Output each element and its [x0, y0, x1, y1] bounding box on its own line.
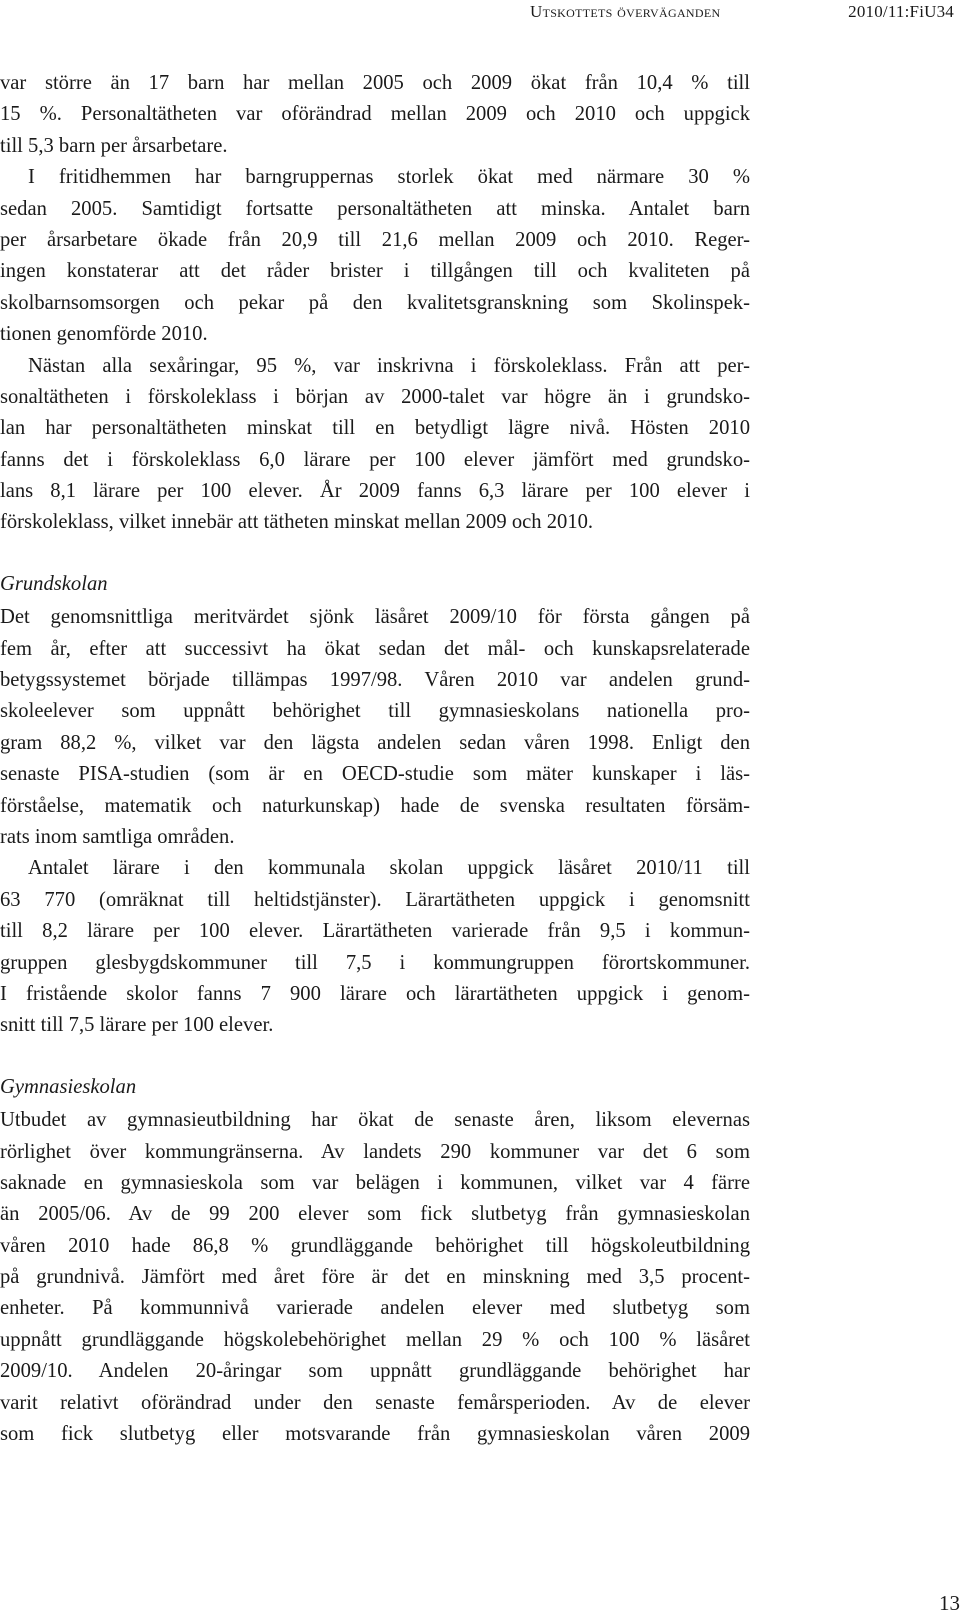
text-line: än 2005/06. Av de 99 200 elever som fick slutbetyg från gymnasieskolan	[0, 1203, 750, 1226]
text-line: saknade en gymnasieskola som var belägen i kommunen, vilket var 4 färre	[0, 1171, 750, 1194]
text-line: till 8,2 lärare per 100 elever. Lärartätheten varierade från 9,5 i kommun-	[0, 920, 750, 943]
text-line: som fick slutbetyg eller motsvarande från gymnasieskolan våren 2009	[0, 1423, 750, 1446]
text-line: ingen konstaterar att det råder brister i tillgången till och kvaliteten på	[0, 260, 750, 283]
text-line: 63 770 (omräknat till heltidstjänster). Lärartätheten uppgick i genomsnitt	[0, 888, 750, 911]
text-line: senaste PISA-studien (som är en OECD-studie som mäter kunskaper i läs-	[0, 763, 750, 786]
paragraph-2	[0, 162, 750, 350]
text-line: sedan 2005. Samtidigt fortsatte personaltätheten att minska. Antalet barn	[0, 197, 750, 220]
text-line: var större än 17 barn har mellan 2005 och 2009 ökat från 10,4 % till	[0, 72, 750, 94]
text-line: betygssystemet började tillämpas 1997/98. Våren 2010 var andelen grund-	[0, 669, 750, 692]
text-line: skoleelever som uppnått behörighet till gymnasieskolans nationella pro-	[0, 700, 750, 723]
text-line: gram 88,2 %, vilket var den lägsta andelen sedan våren 1998. Enligt den	[0, 731, 750, 754]
text-line: skolbarnsomsorgen och pekar på den kvalitetsgranskning som Skolinspek-	[0, 291, 750, 314]
text-line: lans 8,1 lärare per 100 elever. År 2009 fanns 6,3 lärare per 100 elever i	[0, 480, 750, 503]
paragraph-4	[0, 602, 750, 853]
page-body	[0, 68, 750, 1450]
document-id: 2010/11:FiU34	[848, 2, 954, 21]
text-line: enheter. På kommunnivå varierade andelen elever med slutbetyg som	[0, 1297, 750, 1320]
text-line: uppnått grundläggande högskolebehörighet mellan 29 % och 100 % läsåret	[0, 1328, 750, 1351]
paragraph-3	[0, 351, 750, 539]
text-line: fanns det i förskoleklass 6,0 lärare per 100 elever jämfört med grundsko-	[0, 448, 750, 471]
text-line: Utbudet av gymnasieutbildning har ökat de senaste åren, liksom elevernas	[0, 1109, 750, 1132]
text-line: varit relativt oförändrad under den senaste femårsperioden. Av de elever	[0, 1391, 750, 1414]
text-line: lan har personaltätheten minskat till en betydligt lägre nivå. Hösten 2010	[0, 417, 750, 440]
text-line: sonaltätheten i förskoleklass i början av 2000-talet var högre än i grundsko-	[0, 385, 750, 408]
text-line: Antalet lärare i den kommunala skolan uppgick läsåret 2010/11 till	[28, 857, 750, 880]
text-line: I fristående skolor fanns 7 900 lärare och lärartätheten uppgick i genom-	[0, 982, 750, 1005]
spacer	[0, 539, 750, 569]
running-header	[0, 0, 960, 40]
section-title: Utskottets överväganden	[530, 2, 721, 21]
text-line: snitt till 7,5 lärare per 100 elever.	[0, 1014, 274, 1037]
text-line: till 5,3 barn per årsarbetare.	[0, 134, 228, 157]
text-line: fem år, efter att successivt ha ökat sedan det mål- och kunskapsrelaterade	[0, 637, 750, 660]
text-line: tionen genomförde 2010.	[0, 323, 208, 346]
page-number: 13	[939, 1591, 960, 1615]
text-line: 15 %. Personaltätheten var oförändrad mellan 2009 och 2010 och uppgick	[0, 103, 750, 126]
text-line: på grundnivå. Jämfört med året före är det en minskning med 3,5 procent-	[0, 1266, 750, 1289]
text-line: rats inom samtliga områden.	[0, 825, 235, 848]
text-line: I fritidhemmen har barngruppernas storlek ökat med närmare 30 %	[28, 166, 750, 189]
text-line: Det genomsnittliga meritvärdet sjönk läsåret 2009/10 för första gången på	[0, 606, 750, 629]
text-line: gruppen glesbygdskommuner till 7,5 i kommungruppen förortskommuner.	[0, 951, 750, 974]
paragraph-6	[0, 1105, 750, 1450]
text-line: rörlighet över kommungränserna. Av landets 290 kommuner var det 6 som	[0, 1140, 750, 1163]
text-line: förståelse, matematik och naturkunskap) hade de svenska resultaten försäm-	[0, 794, 750, 817]
spacer	[0, 1042, 750, 1072]
paragraph-1	[0, 68, 750, 162]
text-line: per årsarbetare ökade från 20,9 till 21,6 mellan 2009 och 2010. Reger-	[0, 228, 750, 251]
text-line: 2009/10. Andelen 20-åringar som uppnått grundläggande behörighet har	[0, 1360, 750, 1383]
text-line: Nästan alla sexåringar, 95 %, var inskrivna i förskoleklass. Från att per-	[28, 354, 750, 377]
text-line: förskoleklass, vilket innebär att tätheten minskat mellan 2009 och 2010.	[0, 511, 594, 534]
section-heading-gymnasieskolan: Gymnasieskolan	[0, 1075, 137, 1098]
text-line: våren 2010 hade 86,8 % grundläggande behörighet till högskoleutbildning	[0, 1234, 750, 1257]
section-heading-grundskolan: Grundskolan	[0, 572, 108, 595]
paragraph-5	[0, 853, 750, 1041]
